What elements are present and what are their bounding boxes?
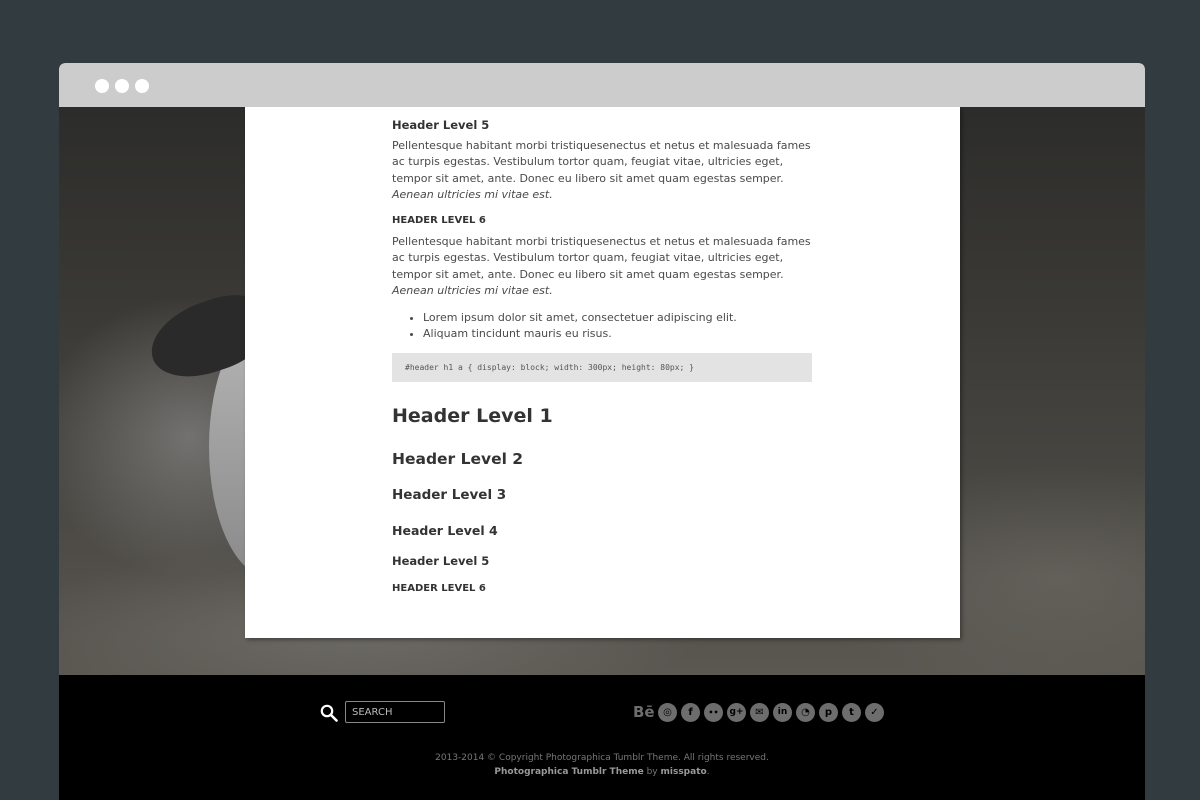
list-item: • Aliquam tincidunt mauris eu risus.: [423, 326, 843, 342]
twitter-icon[interactable]: ✓: [865, 703, 884, 722]
credit-author-link[interactable]: misspato: [660, 767, 707, 777]
close-dot[interactable]: [95, 79, 109, 93]
linkedin-icon[interactable]: in: [773, 703, 792, 722]
copyright-text: 2013-2014 © Copyright Photographica Tumblr Theme. All rights reserved.: [435, 753, 769, 763]
dribbble-icon[interactable]: ◎: [658, 703, 677, 722]
page-viewport[interactable]: [59, 107, 1145, 675]
content-panel: [245, 107, 960, 638]
header-level-5-top: Header Level 5: [392, 118, 490, 132]
credit-end: .: [706, 767, 710, 777]
header-level-3: Header Level 3: [392, 487, 507, 503]
header-level-4: Header Level 4: [392, 523, 498, 538]
credit-by: by: [646, 767, 658, 777]
header-level-1: Header Level 1: [392, 405, 553, 427]
header-level-6-top: HEADER LEVEL 6: [392, 215, 486, 226]
credit-theme-link[interactable]: Photographica Tumblr Theme: [494, 767, 644, 777]
bullet-list: [392, 310, 843, 343]
search-icon[interactable]: [320, 704, 338, 722]
zoom-dot[interactable]: [135, 79, 149, 93]
tumblr-icon[interactable]: t: [842, 703, 861, 722]
email-icon[interactable]: ✉: [750, 703, 769, 722]
flickr-icon[interactable]: ••: [704, 703, 723, 722]
googleplus-icon[interactable]: g+: [727, 703, 746, 722]
window-titlebar: [59, 63, 1145, 107]
facebook-icon[interactable]: f: [681, 703, 700, 722]
paragraph-1: Pellentesque habitant morbi tristiquesenectus et netus et malesuada fames ac turpis egestas. Vestibulum tortor quam, feugiat vitae, ultricies eget, tempor sit amet, ante. Donec eu libero sit amet quam egestas semper. Aenean ultricies mi vitae est.: [392, 139, 811, 201]
search-input[interactable]: [345, 701, 445, 723]
credit-line: [59, 765, 1145, 779]
header-level-5: Header Level 5: [392, 554, 490, 568]
browser-window: [59, 63, 1145, 800]
header-level-6: HEADER LEVEL 6: [392, 583, 486, 594]
minimize-dot[interactable]: [115, 79, 129, 93]
picasa-icon[interactable]: ◔: [796, 703, 815, 722]
paragraph-2: Pellentesque habitant morbi tristiquesenectus et netus et malesuada fames ac turpis egestas. Vestibulum tortor quam, feugiat vitae, ultricies eget, tempor sit amet, ante. Donec eu libero sit amet quam egestas semper. Aenean ultricies mi vitae est.: [392, 235, 811, 297]
pinterest-icon[interactable]: p: [819, 703, 838, 722]
list-item: • Lorem ipsum dolor sit amet, consectetuer adipiscing elit.: [423, 310, 843, 326]
behance-icon[interactable]: Bē: [633, 703, 655, 721]
code-block: #header h1 a { display: block; width: 300px; height: 80px; }: [392, 353, 812, 382]
header-level-2: Header Level 2: [392, 450, 524, 468]
site-footer: [59, 675, 1145, 800]
